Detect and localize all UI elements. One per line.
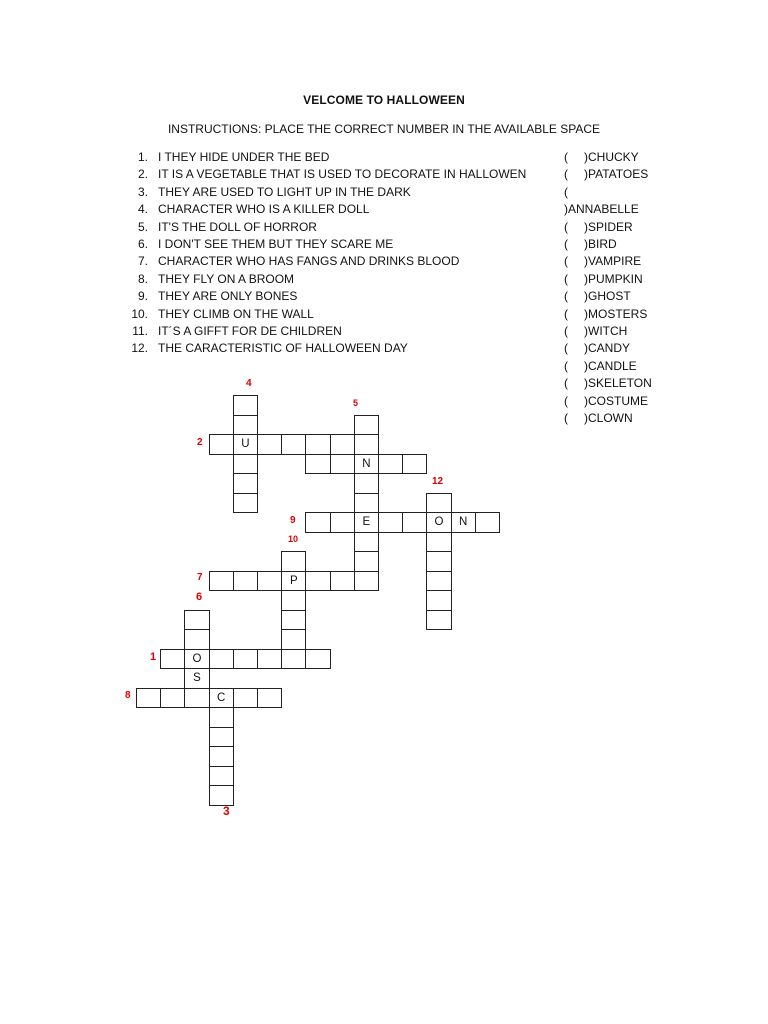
clue-number-label: 12	[432, 476, 444, 487]
crossword-cell[interactable]	[426, 610, 451, 631]
crossword-cell[interactable]	[257, 688, 282, 709]
clue-number-label: 4	[246, 378, 252, 389]
crossword-cell[interactable]	[354, 532, 379, 553]
crossword-cell[interactable]: O	[426, 512, 451, 533]
crossword-cell[interactable]	[426, 532, 451, 553]
crossword-cell[interactable]	[281, 629, 306, 650]
crossword-cell[interactable]: E	[354, 512, 379, 533]
crossword-cell[interactable]	[209, 746, 234, 767]
question-number: 12.	[131, 341, 148, 356]
answer-blank-paren[interactable]: (	[564, 341, 568, 356]
answer-blank-paren[interactable]: (	[564, 393, 568, 408]
crossword-cell[interactable]	[209, 434, 234, 455]
crossword-cell[interactable]	[281, 590, 306, 611]
clue-number-label: 2	[197, 437, 203, 448]
crossword-cell[interactable]	[354, 571, 379, 592]
crossword-cell[interactable]	[184, 610, 209, 631]
question-number: 7.	[137, 254, 148, 269]
crossword-cell[interactable]	[281, 649, 306, 670]
crossword-cell[interactable]: O	[184, 649, 209, 670]
crossword-cell[interactable]	[305, 434, 330, 455]
answer-option-word: )PUMPKIN	[584, 271, 643, 286]
instructions-text: INSTRUCTIONS: PLACE THE CORRECT NUMBER IN THE AVAILABLE SPACE	[167, 122, 601, 136]
answer-option-word: )BIRD	[584, 237, 617, 251]
question-text: IT´S A GIFFT FOR DE CHILDREN	[158, 324, 342, 338]
crossword-cell[interactable]	[305, 571, 330, 592]
answer-blank-paren[interactable]: (	[564, 237, 568, 251]
answer-blank-paren[interactable]: (	[564, 219, 568, 234]
crossword-cell[interactable]	[378, 512, 403, 533]
crossword-cell[interactable]	[330, 512, 355, 533]
question-text: I DON'T SEE THEM BUT THEY SCARE ME	[158, 237, 394, 251]
clue-number-label: 7	[197, 572, 203, 583]
answer-option-word: )MOSTERS	[584, 306, 648, 321]
crossword-cell[interactable]	[209, 727, 234, 748]
answer-option-word: )SPIDER	[584, 219, 633, 234]
crossword-cell[interactable]: N	[451, 512, 476, 533]
crossword-cell[interactable]	[426, 551, 451, 572]
crossword-cell[interactable]	[233, 493, 258, 514]
answer-blank-paren[interactable]: (	[564, 324, 568, 338]
page-title: VELCOME TO HALLOWEEN	[303, 93, 465, 107]
crossword-cell[interactable]	[305, 649, 330, 670]
crossword-cell[interactable]	[330, 454, 355, 475]
answer-blank-paren[interactable]: (	[564, 358, 568, 373]
crossword-cell[interactable]	[426, 493, 451, 514]
crossword-cell[interactable]	[354, 415, 379, 436]
crossword-cell[interactable]	[354, 434, 379, 455]
crossword-cell[interactable]	[354, 493, 379, 514]
clue-number-label: 3	[223, 804, 230, 818]
crossword-cell[interactable]	[426, 590, 451, 611]
question-text: THE CARACTERISTIC OF HALLOWEEN DAY	[158, 341, 408, 356]
crossword-cell[interactable]	[305, 512, 330, 533]
crossword-cell[interactable]	[160, 688, 185, 709]
question-number: 1.	[137, 150, 148, 164]
clue-number-label: 6	[196, 591, 203, 603]
question-number: 8.	[137, 271, 148, 286]
question-text: I THEY HIDE UNDER THE BED	[158, 150, 330, 164]
crossword-cell[interactable]	[354, 473, 379, 494]
answer-option-word: )CHUCKY	[584, 150, 639, 164]
clue-number-label: 1	[150, 651, 157, 663]
crossword-cell[interactable]: N	[354, 454, 379, 475]
question-number: 4.	[137, 202, 148, 217]
crossword-cell[interactable]	[330, 434, 355, 455]
question-number: 2.	[137, 167, 148, 182]
question-number: 11.	[132, 324, 148, 338]
crossword-cell[interactable]	[426, 571, 451, 592]
crossword-cell[interactable]	[209, 766, 234, 787]
question-text: CHARACTER WHO HAS FANGS AND DRINKS BLOOD	[158, 254, 460, 269]
answer-option-word: )CANDLE	[584, 358, 637, 373]
crossword-cell[interactable]	[402, 512, 427, 533]
crossword-cell[interactable]	[160, 649, 185, 670]
crossword-cell[interactable]	[233, 571, 258, 592]
question-text: THEY ARE USED TO LIGHT UP IN THE DARK	[158, 184, 411, 199]
answer-blank-paren[interactable]: (	[564, 150, 568, 164]
answer-option-word: )WITCH	[584, 324, 628, 338]
answer-blank-paren[interactable]: (	[564, 289, 568, 304]
crossword-cell[interactable]	[305, 454, 330, 475]
answer-blank-paren[interactable]: (	[564, 306, 568, 321]
crossword-cell[interactable]	[354, 551, 379, 572]
question-text: IT IS A VEGETABLE THAT IS USED TO DECORATE IN HALLOWEN	[158, 167, 527, 182]
answer-option-word: )ANNABELLE	[564, 202, 639, 217]
answer-blank-paren[interactable]: (	[564, 167, 568, 182]
answer-option-word: )CANDY	[584, 341, 631, 356]
crossword-cell[interactable]	[184, 688, 209, 709]
crossword-cell[interactable]	[257, 571, 282, 592]
crossword-cell[interactable]	[402, 454, 427, 475]
question-text: IT'S THE DOLL OF HORROR	[158, 219, 317, 234]
crossword-cell[interactable]	[209, 649, 234, 670]
question-text: THEY ARE ONLY BONES	[158, 289, 298, 304]
answer-blank-paren[interactable]: (	[564, 411, 568, 425]
crossword-cell[interactable]: P	[281, 571, 306, 592]
answer-option-word: )PATATOES	[584, 167, 649, 182]
crossword-cell[interactable]	[209, 785, 234, 806]
crossword-cell[interactable]	[184, 629, 209, 650]
crossword-cell[interactable]	[233, 688, 258, 709]
question-text: THEY FLY ON A BROOM	[158, 271, 295, 286]
crossword-cell[interactable]	[233, 473, 258, 494]
crossword-cell[interactable]	[281, 434, 306, 455]
question-number: 6.	[137, 237, 148, 251]
clue-number-label: 8	[125, 690, 131, 701]
clue-number-label: 5	[353, 398, 359, 408]
answer-blank-paren[interactable]: (	[564, 254, 568, 269]
crossword-cell[interactable]	[233, 649, 258, 670]
question-text: THEY CLIMB ON THE WALL	[158, 306, 314, 321]
crossword-cell[interactable]	[330, 571, 355, 592]
answer-option-word: )VAMPIRE	[584, 254, 642, 269]
crossword-cell[interactable]	[136, 688, 161, 709]
question-number: 10.	[131, 306, 148, 321]
crossword-cell[interactable]	[281, 551, 306, 572]
crossword-cell[interactable]	[233, 395, 258, 416]
clue-number-label: 10	[288, 534, 299, 544]
answer-blank-paren[interactable]: (	[564, 271, 568, 286]
crossword-cell[interactable]	[257, 649, 282, 670]
answer-blank-paren[interactable]: (	[564, 184, 568, 199]
answer-option-word: )COSTUME	[584, 393, 648, 408]
crossword-cell[interactable]	[475, 512, 500, 533]
crossword-cell[interactable]: S	[184, 668, 209, 689]
crossword-cell[interactable]: U	[233, 434, 258, 455]
crossword-cell[interactable]	[257, 434, 282, 455]
question-number: 9.	[137, 289, 148, 304]
crossword-cell[interactable]	[209, 571, 234, 592]
question-text: CHARACTER WHO IS A KILLER DOLL	[158, 202, 370, 217]
answer-blank-paren[interactable]: (	[564, 376, 568, 391]
answer-option-word: )SKELETON	[584, 376, 652, 391]
crossword-cell[interactable]	[378, 454, 403, 475]
clue-number-label: 9	[290, 515, 296, 526]
crossword-cell[interactable]	[233, 415, 258, 436]
question-number: 3.	[137, 184, 148, 199]
crossword-cell[interactable]	[281, 610, 306, 631]
crossword-cell[interactable]	[209, 707, 234, 728]
question-number: 5.	[137, 219, 148, 234]
answer-option-word: )GHOST	[584, 289, 631, 304]
crossword-cell[interactable]: C	[209, 688, 234, 709]
answer-option-word: )CLOWN	[584, 411, 633, 425]
crossword-cell[interactable]	[233, 454, 258, 475]
